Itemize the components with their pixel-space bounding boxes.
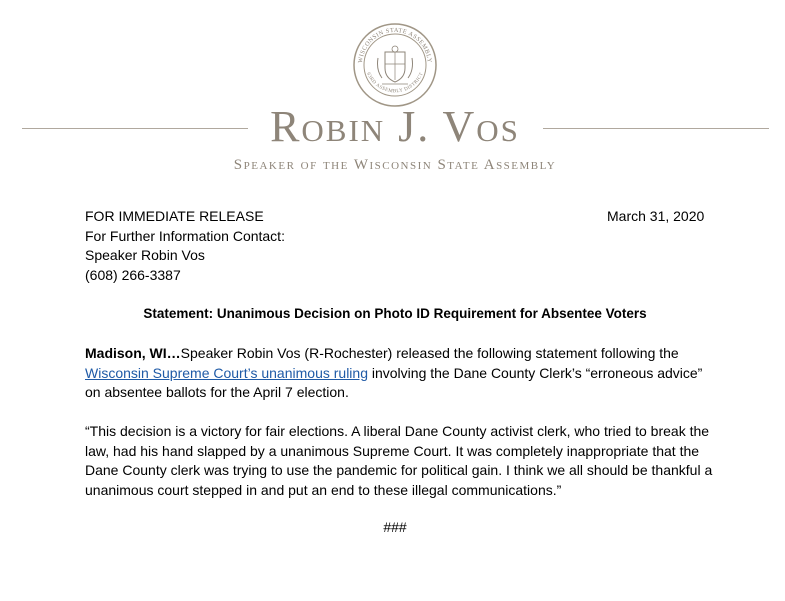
svg-text:63RD ASSEMBLY DISTRICT: 63RD ASSEMBLY DISTRICT (365, 71, 425, 95)
statement-headline: Statement: Unanimous Decision on Photo ID Requirement for Absentee Voters (143, 306, 647, 321)
letterhead-rule-left (22, 128, 248, 129)
contact-name: Speaker Robin Vos (85, 247, 205, 263)
release-contact-block (85, 207, 285, 285)
supreme-court-ruling-link[interactable]: Wisconsin Supreme Court’s unanimous ruling (85, 364, 368, 381)
release-label: FOR IMMEDIATE RELEASE (85, 208, 264, 224)
contact-phone: (608) 266-3387 (85, 266, 181, 283)
release-date: March 31, 2020 (607, 208, 705, 224)
contact-label: For Further Information Contact: (85, 227, 285, 244)
paragraph-1-text-b: involving the Dane County Clerk’s “erroneous advice” on absentee ballots for the April 7 election. (85, 364, 703, 400)
svg-text:WISCONSIN STATE ASSEMBLY: WISCONSIN STATE ASSEMBLY (356, 26, 433, 64)
letterhead-name: Robin J. Vos (270, 102, 520, 151)
dateline: Madison, WI… (85, 345, 181, 361)
assembly-seal-logo (352, 22, 438, 108)
letterhead-subtitle: Speaker of the Wisconsin State Assembly (233, 157, 557, 173)
end-marks: ### (383, 519, 407, 535)
body-paragraph-2: “This decision is a victory for fair elections. A liberal Dane County activist clerk, who tried to break the law, had his hand slapped by a unanimous Supreme Court. It was completely inappropriate that the Dane County clerk was trying to use the pandemic for political gain. I think we all should be thankful a unanimous court stepped in and put an end to these illegal communications.” (85, 423, 713, 498)
letterhead-rule-right (543, 128, 769, 129)
body-paragraph-1 (85, 344, 715, 403)
paragraph-1-text-a: Speaker Robin Vos (R-Rochester) released the following statement following the (180, 345, 679, 361)
